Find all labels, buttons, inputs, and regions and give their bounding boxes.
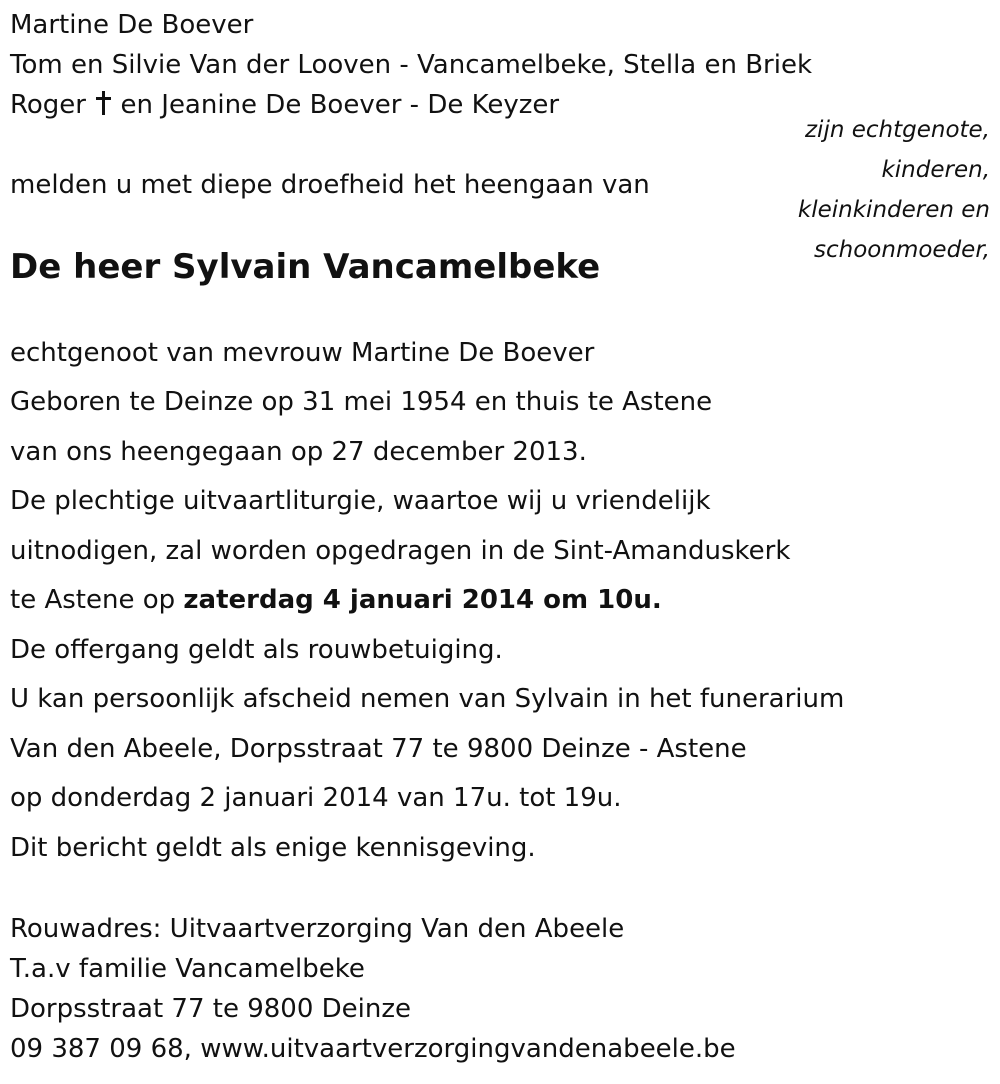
footer-line-2: T.a.v familie Vancamelbeke	[10, 954, 365, 984]
body-line-9: Van den Abeele, Dorpsstraat 77 te 9800 Deinze - Astene	[10, 734, 747, 764]
footer-line-3: Dorpsstraat 77 te 9800 Deinze	[10, 994, 412, 1024]
footer-line-4: 09 387 09 68, www.uitvaartverzorgingvandenabeele.be	[10, 1034, 736, 1064]
relation-grandchildren: kleinkinderen en	[797, 197, 990, 223]
relation-mother-in-law: schoonmoeder,	[814, 237, 990, 263]
body-line-8: U kan persoonlijk afscheid nemen van Sylvain in het funerarium	[10, 684, 845, 714]
announcement-line: melden u met diepe droefheid het heengaan van	[10, 170, 650, 200]
body-line-5: uitnodigen, zal worden opgedragen in de Sint-Amanduskerk	[10, 536, 791, 566]
body-line-2: Geboren te Deinze op 31 mei 1954 en thuis te Astene	[10, 387, 713, 417]
cross-icon	[96, 91, 110, 115]
family-line-3	[10, 89, 559, 121]
body-line-11: Dit bericht geldt als enige kennisgeving.	[10, 833, 536, 863]
footer-line-1: Rouwadres: Uitvaartverzorging Van den Abeele	[10, 914, 625, 944]
funeral-date-time: zaterdag 4 januari 2014 om 10u.	[183, 585, 662, 615]
body-line-10: op donderdag 2 januari 2014 van 17u. tot 19u.	[10, 783, 622, 813]
family-line-3-name: Roger	[10, 90, 86, 120]
family-line-1: Martine De Boever	[10, 10, 254, 40]
body-line-3: van ons heengegaan op 27 december 2013.	[10, 437, 587, 467]
relation-children: kinderen,	[881, 157, 990, 183]
relation-spouse: zijn echtgenote,	[804, 117, 990, 143]
deceased-name: De heer Sylvain Vancamelbeke	[10, 247, 601, 287]
family-line-2: Tom en Silvie Van der Looven - Vancamelbeke, Stella en Briek	[10, 50, 813, 80]
body-line-6	[10, 584, 662, 616]
body-line-1: echtgenoot van mevrouw Martine De Boever	[10, 338, 595, 368]
family-line-3-rest: en Jeanine De Boever - De Keyzer	[120, 90, 560, 120]
body-line-6-prefix: te Astene op	[10, 585, 184, 615]
body-line-4: De plechtige uitvaartliturgie, waartoe wij u vriendelijk	[10, 486, 711, 516]
body-line-7: De offergang geldt als rouwbetuiging.	[10, 635, 503, 665]
